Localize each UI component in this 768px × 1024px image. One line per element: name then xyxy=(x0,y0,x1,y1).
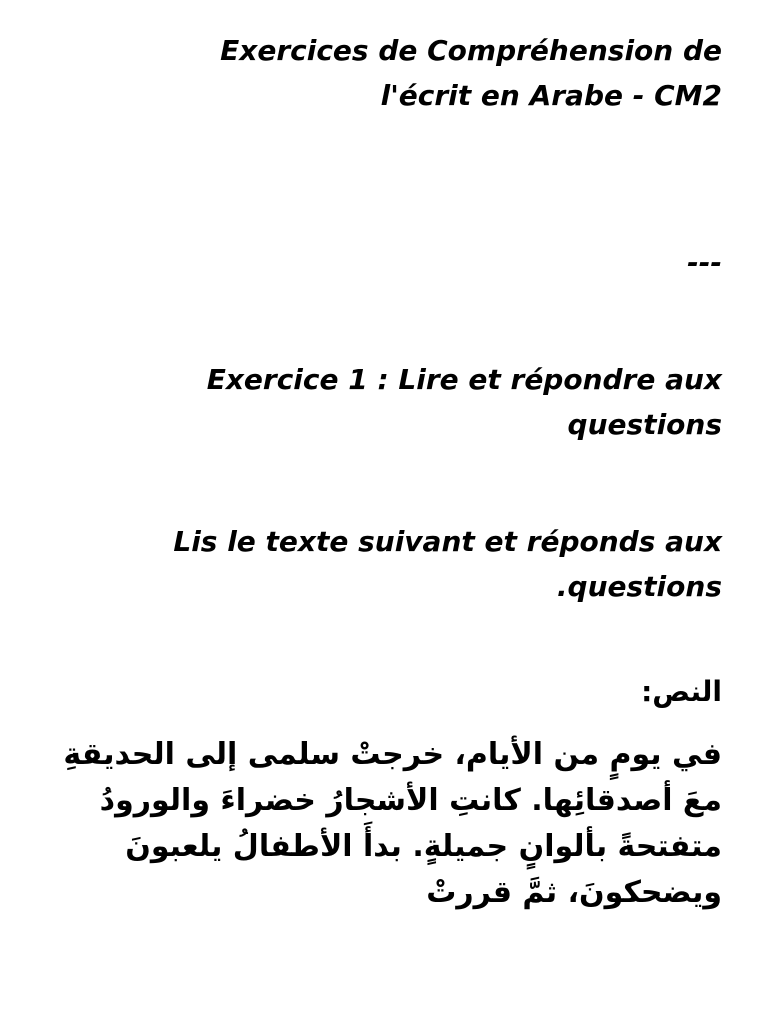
document-page xyxy=(48,28,722,916)
instruction-line-1: Lis le texte suivant et réponds aux xyxy=(173,525,722,558)
arabic-passage: في يومٍ من الأيام، خرجتْ سلمى إلى الحديقةِ معَ أصدقائِها. كانتِ الأشجارُ خضراءَ والورودُ متفتحةً بألوانٍ جميلةٍ. بدأَ الأطفالُ يلعبونَ ويضحكونَ، ثمَّ قررتْ xyxy=(63,737,722,910)
exercise-1-heading-line-1: Exercice 1 : Lire et répondre aux xyxy=(206,363,722,396)
section-separator: --- xyxy=(687,246,722,279)
document-title-line-1: Exercices de Compréhension de xyxy=(220,34,722,67)
text-label: النص: xyxy=(641,675,722,708)
instruction-line-2: .questions xyxy=(556,570,722,603)
document-title-line-2: l'écrit en Arabe - CM2 xyxy=(380,79,722,112)
exercise-1-heading-line-2: questions xyxy=(567,408,722,441)
